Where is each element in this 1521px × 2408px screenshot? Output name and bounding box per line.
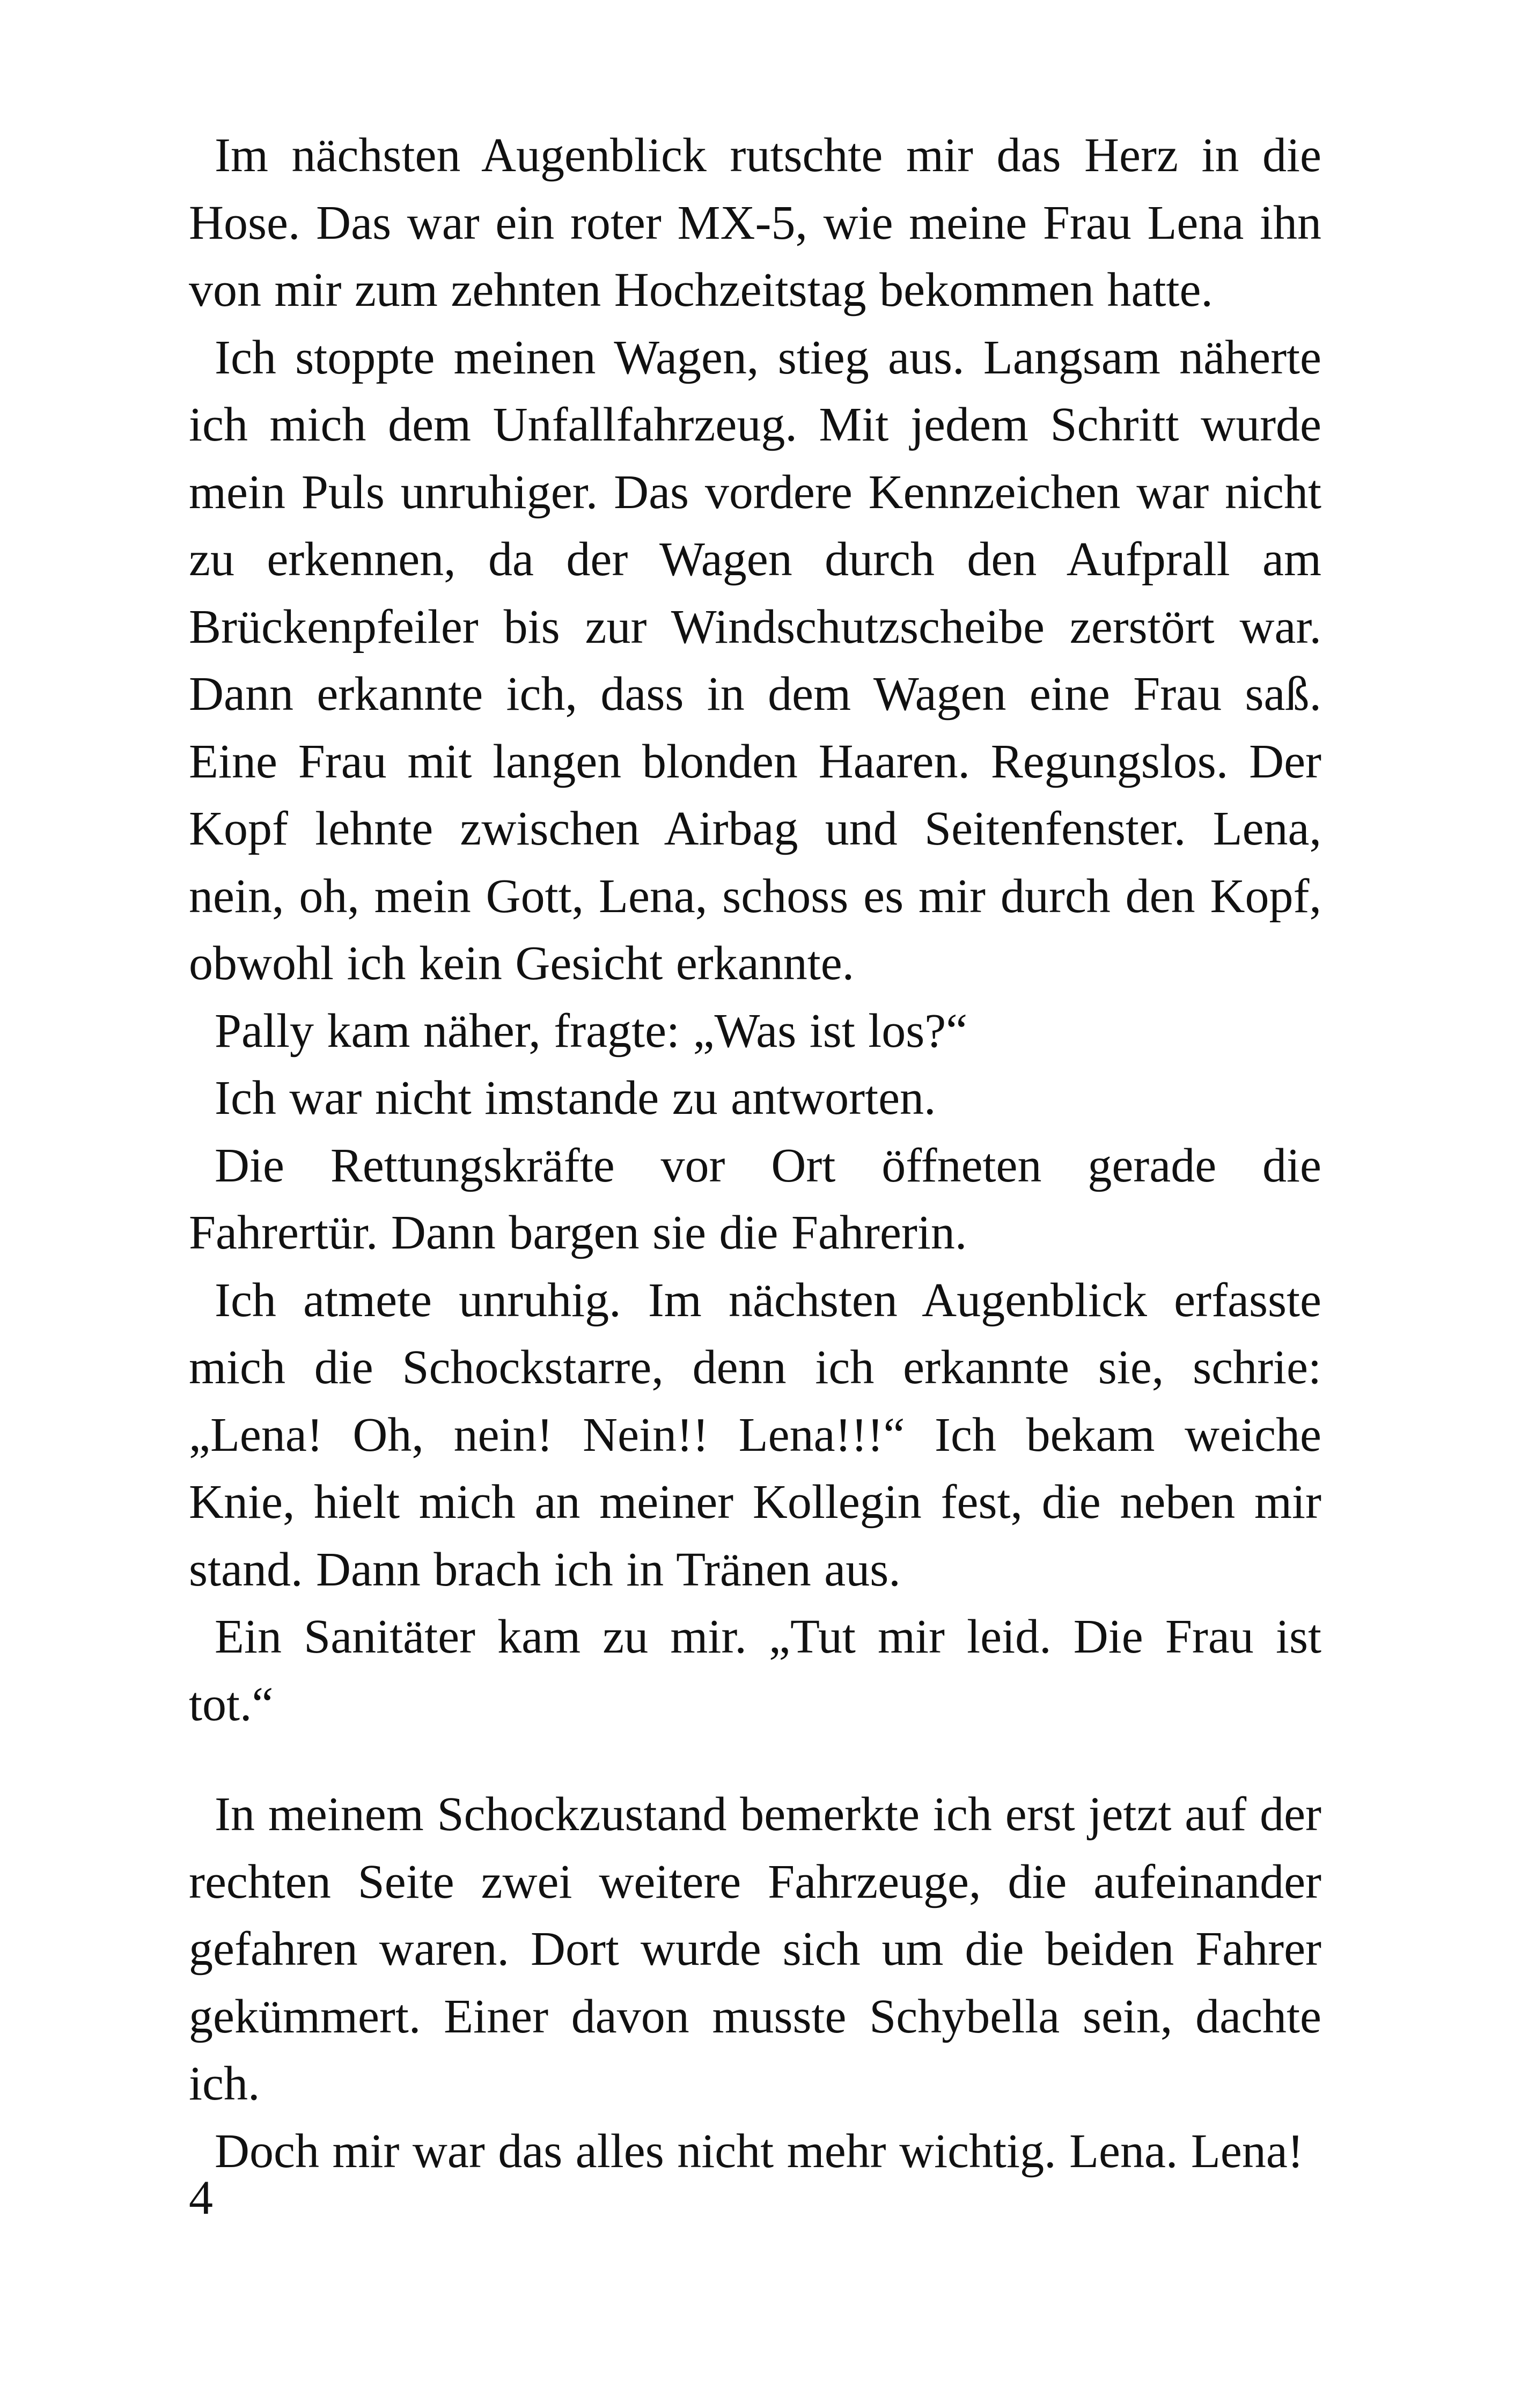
paragraph: Doch mir war das alles nicht mehr wichtig. Lena. Lena!	[215, 2124, 1304, 2178]
page-body	[189, 122, 1321, 2185]
paragraph: Im nächsten Augenblick rutschte mir das Herz in die Hose. Das war ein roter MX-5, wie meine Frau Lena ihn von mir zum zehnten Hochzeitstag bekommen hatte.	[189, 129, 1321, 317]
paragraph: Ich war nicht imstande zu antworten.	[215, 1071, 936, 1125]
paragraph: In meinem Schockzustand bemerkte ich erst jetzt auf der rechten Seite zwei weitere Fahrzeuge, die aufeinander gefahren waren. Dort wurde sich um die beiden Fahrer gekümmert. Einer davon musste Schybella sein, dachte ich.	[189, 1788, 1321, 2110]
page-number: 4	[189, 2171, 213, 2225]
paragraph: Ein Sanitäter kam zu mir. „Tut mir leid. Die Frau ist tot.“	[189, 1610, 1321, 1731]
paragraph: Die Rettungskräfte vor Ort öffneten gerade die Fahrertür. Dann bargen sie die Fahrerin.	[189, 1139, 1321, 1259]
paragraph: Ich stoppte meinen Wagen, stieg aus. Langsam näherte ich mich dem Unfallfahrzeug. Mit jedem Schritt wurde mein Puls unruhiger. Das vordere Kennzeichen war nicht zu erkennen, da der Wagen durch den Aufprall am Brückenpfeiler bis zur Windschutzscheibe zerstört war. Dann erkannte ich, dass in dem Wagen eine Frau saß. Eine Frau mit langen blonden Haaren. Regungslos. Der Kopf lehnte zwischen Airbag und Seitenfenster. Lena, nein, oh, mein Gott, Lena, schoss es mir durch den Kopf, obwohl ich kein Gesicht erkannte.	[189, 331, 1321, 990]
section-break	[189, 1738, 1321, 1781]
paragraph: Ich atmete unruhig. Im nächsten Augenblick erfasste mich die Schockstarre, denn ich erkannte sie, schrie: „Lena! Oh, nein! Nein!! Lena!!!“ Ich bekam weiche Knie, hielt mich an meiner Kollegin fest, die neben mir stand. Dann brach ich in Tränen aus.	[189, 1273, 1321, 1596]
paragraph: Pally kam näher, fragte: „Was ist los?“	[215, 1004, 968, 1058]
